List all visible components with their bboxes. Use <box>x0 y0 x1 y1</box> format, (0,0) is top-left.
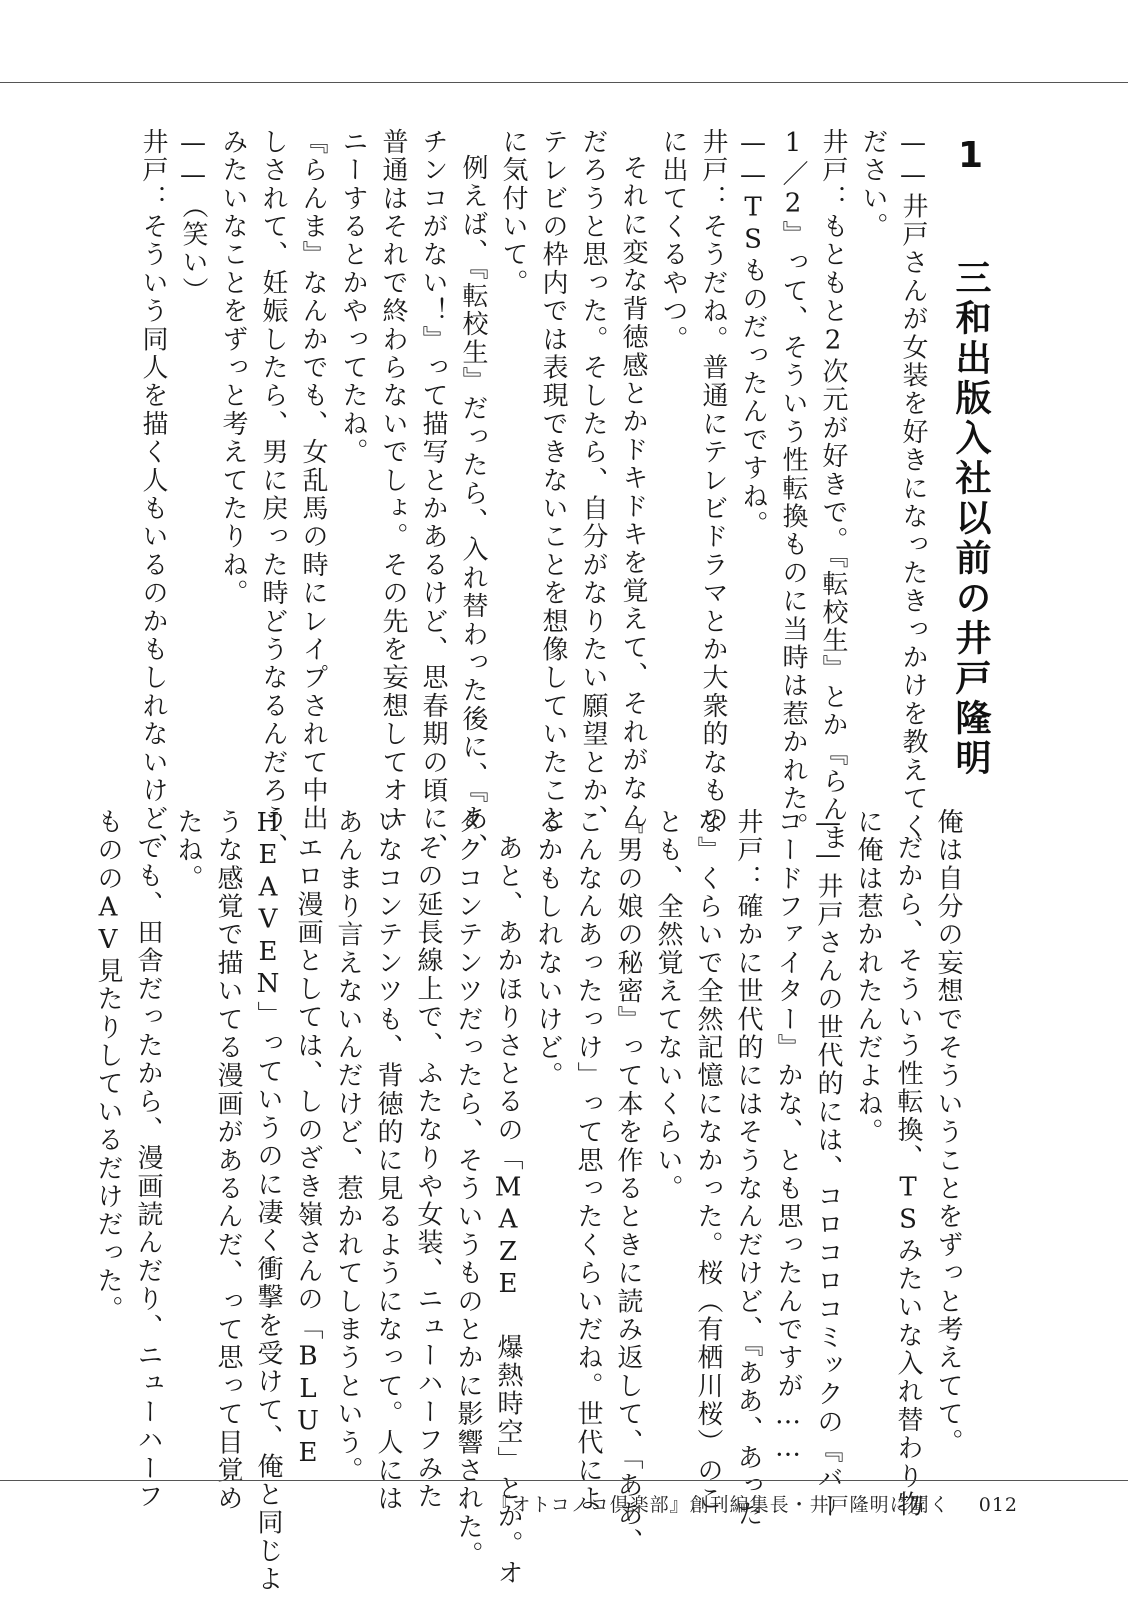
section-title: 三和出版入社以前の井戸隆明 <box>950 259 991 779</box>
text-column: な』くらいで全然記憶になかった。桜（有栖川桜）のこ <box>693 808 723 1513</box>
text-column: に俺は惹かれたんだよね。 <box>853 808 883 1147</box>
text-column: いなコンテンツも、背徳的に見るようになって。人には <box>373 808 403 1513</box>
text-column: に気付いて。 <box>498 128 528 298</box>
text-column: それに変な背徳感とかドキドキを覚えて、それがなん <box>618 154 648 831</box>
text-column: ニーするとかやってたね。 <box>338 128 368 467</box>
text-column: 『らんま』なんかでも、女乱馬の時にレイプされて中出 <box>298 128 328 833</box>
text-column: コードファイター』かな、とも思ったんですが…… <box>773 808 803 1465</box>
text-column: たね。 <box>173 808 203 893</box>
text-column: みたいなことをずっと考えてたりね。 <box>218 128 248 608</box>
text-column: 1／2』って、そういう性転換ものに当時は惹かれた。 <box>778 128 808 841</box>
text-column: とも、全然覚えてないくらい。 <box>653 808 683 1203</box>
text-column: でも、田舎だったから、漫画読んだり、ニューハーフ <box>133 834 163 1511</box>
text-column: だろうと思った。そしたら、自分がなりたい願望とか、 <box>578 128 608 833</box>
text-column: テレビの枠内では表現できないことを想像していたこと <box>538 128 568 833</box>
text-column: その延長線上で、ふたなりや女装、ニューハーフみた <box>413 834 443 1511</box>
running-title: 『オトコノコ倶楽部』創刊編集長・井戸隆明に聞く <box>491 1494 950 1516</box>
section-number: 1 <box>950 135 991 180</box>
text-column: 『男の娘の秘密』って本を作るときに読み返して、「ああ、 <box>613 808 643 1557</box>
section-heading <box>947 135 993 779</box>
text-column: 例えば、『転校生』だったら、入れ替わった後に、『あ、 <box>458 154 488 862</box>
text-column: 井戸：そういう同人を描く人もいるのかもしれないけど、 <box>138 128 168 862</box>
text-column: 井戸：そうだね。普通にテレビドラマとか大衆的なもの <box>698 128 728 833</box>
text-column: 井戸：確かに世代的にはそうなんだけど、『ああ、あった <box>733 808 763 1529</box>
upper-text-block <box>133 128 933 862</box>
text-column: るかもしれないけど。 <box>533 808 563 1090</box>
text-column: 井戸：もともと2次元が好きで。『転校生』とか『らんま <box>818 128 848 853</box>
text-column: ——井戸さんが女装を好きになったきっかけを教えてく <box>898 128 928 841</box>
text-column: あんまり言えないんだけど、惹かれてしまうという。 <box>333 808 363 1485</box>
text-column: あと、あかほりさとるの「MAZE 爆熱時空」とか。オ <box>493 834 523 1588</box>
text-column: チンコがない！』って描写とかあるけど、思春期の頃に、 <box>418 128 448 862</box>
text-column: ——井戸さんの世代的には、コロコロコミックの『バー <box>813 808 843 1521</box>
text-column: うな感覚で描いてる漫画があるんだ、って思って目覚め <box>213 808 243 1513</box>
text-column: ——（笑い） <box>178 128 208 306</box>
page-footer <box>491 1490 1018 1517</box>
top-rule <box>0 82 1128 83</box>
text-column: 俺は自分の妄想でそういうことをずっと考えてて。 <box>933 808 963 1457</box>
text-column: に出てくるやつ。 <box>658 128 688 354</box>
text-column: 普通はそれで終わらないでしょ。その先を妄想してオナ <box>378 128 408 833</box>
text-column: こんなんあったっけ」って思ったくらいだね。世代によ <box>573 808 603 1513</box>
page-number: 012 <box>978 1494 1018 1516</box>
text-column: HEAVEN」っていうのに凄く衝撃を受けて、俺と同じよ <box>253 808 283 1594</box>
text-column: エロ漫画としては、しのざき嶺さんの「BLUE <box>293 834 323 1471</box>
bottom-rule <box>0 1480 1128 1481</box>
text-column: もののAV見たりしているだけだった。 <box>93 808 123 1324</box>
text-column: しされて、妊娠したら、男に戻った時どうなるんだろう、 <box>258 128 288 862</box>
text-column: だから、そういう性転換、TSみたいな入れ替わり物 <box>893 834 923 1519</box>
text-column: ——TSものだったんですね。 <box>738 128 768 539</box>
text-column: ださい。 <box>858 128 888 241</box>
text-column: タクコンテンツだったら、そういうものとかに影響された。 <box>453 808 483 1570</box>
